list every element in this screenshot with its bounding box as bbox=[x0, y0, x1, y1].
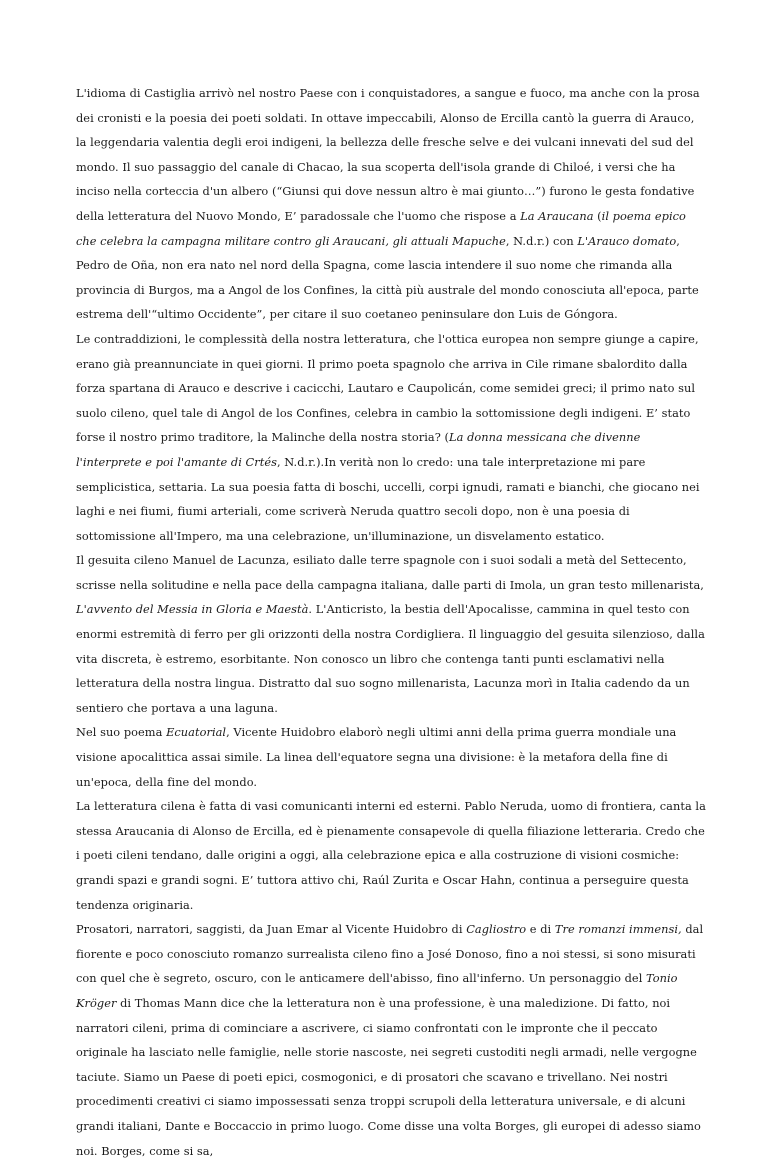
italic-text: L'Arauco domato bbox=[577, 233, 677, 248]
text-run: e di bbox=[526, 922, 555, 937]
paragraph bbox=[76, 720, 706, 794]
italic-text: Tonio Kröger bbox=[76, 971, 678, 1010]
text-run: Il gesuita cileno Manuel de Lacunza, esiliato dalle terre spagnole con i suoi sodali a metà del Settecento, scrisse nella solitudine e nella pace della campagna italiana, dalle parti di Imola, un gran testo millenarista, bbox=[76, 553, 704, 592]
paragraph bbox=[76, 794, 706, 917]
paragraph bbox=[76, 327, 706, 548]
italic-text: La Araucana bbox=[520, 208, 594, 223]
text-run: ( bbox=[593, 208, 602, 223]
text-run: L'idioma di Castiglia arrivò nel nostro Paese con i conquistadores, a sangue e fuoco, ma anche con la prosa dei cronisti e la poesia dei poeti soldati. In ottave impeccabili, Alonso de Ercilla cantò la guerra di Arauco, la leggendaria valentia degli eroi indigeni, la bellezza delle fresche selve e dei vulcani innevati del sud del mondo. Il suo passaggio del canale di Chacao, la sua scoperta dell'isola grande di Chiloé, i versi che ha inciso nella corteccia d'un albero (“Giunsi qui dove nessun altro è mai giunto…”) furono le gesta fondative della letteratura del Nuovo Mondo, E’ paradossale che l'uomo che rispose a bbox=[76, 86, 700, 223]
italic-text: Ecuatorial bbox=[166, 725, 227, 740]
text-run: , Vicente Huidobro elaborò negli ultimi anni della prima guerra mondiale una visione apocalittica assai simile. La linea dell'equatore segna una divisione: è la metafora della fine di un'epoca, della fine del mondo. bbox=[76, 725, 677, 789]
italic-text: La donna messicana che divenne l'interprete e poi l'amante di Crtés bbox=[76, 430, 641, 469]
italic-text: Tre romanzi immensi, bbox=[554, 922, 682, 937]
text-run: , Pedro de Oña, non era nato nel nord della Spagna, come lascia intendere il suo nome che rimanda alla provincia di Burgos, ma a Angol de los Confines, la città più australe del mondo conosciuta all'epoca, parte estrema dell'“ultimo Occidente”, per citare il suo coetaneo peninsulare don Luis de Góngora. bbox=[76, 233, 699, 322]
text-run: , N.d.r.).In verità non lo credo: una tale interpretazione mi pare semplicistica, settaria. La sua poesia fatta di boschi, uccelli, corpi ignudi, ramati e bianchi, che giocano nei laghi e nei fiumi, fiumi arteriali, come scriverà Neruda quattro secoli dopo, non è una poesia di sottomissione all'Impero, ma una celebrazione, un'illuminazione, un disvelamento estatico. bbox=[76, 454, 700, 543]
paragraph bbox=[76, 548, 706, 720]
text-run: Prosatori, narratori, saggisti, da Juan Emar al Vicente Huidobro di bbox=[76, 922, 467, 937]
text-run: dal fiorente e poco conosciuto romanzo surrealista cileno fino a José Donoso, fino a noi stessi, si sono misurati con quel che è segreto, oscuro, con le anticamere dell'abisso, fino all'inferno. Un personaggio del bbox=[76, 922, 704, 986]
paragraph bbox=[76, 917, 706, 1163]
text-run: Nel suo poema bbox=[76, 725, 167, 740]
text-run: . L'Anticristo, la bestia dell'Apocalisse, cammina in quel testo con enormi estremità di ferro per gli orizzonti della nostra Cordigliera. Il linguaggio del gesuita silenzioso, dalla vita discreta, è estremo, esorbitante. Non conosco un libro che contenga tanti punti esclamativi nella letteratura della nostra lingua. Distratto dal suo sogno millenarista, Lacunza morì in Italia cadendo da un sentiero che portava a una laguna. bbox=[76, 602, 705, 715]
italic-text: il poema epico che celebra la campagna militare contro gli Araucani, gli attuali Mapuche bbox=[76, 208, 686, 248]
text-run: La letteratura cilena è fatta di vasi comunicanti interni ed esterni. Pablo Neruda, uomo di frontiera, canta la stessa Araucania di Alonso de Ercilla, ed è pienamente consapevole di quella filiazione letteraria. Credo che i poeti cileni tendano, dalle origini a oggi, alla celebrazione epica e alla costruzione di visioni cosmiche: grandi spazi e grandi sogni. E’ tuttora attivo chi, Raúl Zurita e Oscar Hahn, continua a perseguire questa tendenza originaria. bbox=[76, 799, 706, 912]
paragraph bbox=[76, 81, 706, 327]
document-body bbox=[76, 81, 706, 1163]
italic-text: L'avvento del Messia in Gloria e Maestà bbox=[76, 602, 309, 617]
text-run: Le contraddizioni, le complessità della nostra letteratura, che l'ottica europea non sempre giunge a capire, erano già preannunciate in quei giorni. Il primo poeta spagnolo che arriva in Cile rimane sbalordito dalla forza spartana di Arauco e descrive i cacicchi, Lautaro e Caupolicán, come semidei greci; il primo nato sul suolo cileno, quel tale di Angol de los Confines, celebra in cambio la sottomissione degli indigeni. E’ stato forse il nostro primo traditore, la Malinche della nostra storia? ( bbox=[76, 331, 699, 445]
italic-text: Cagliostro bbox=[466, 922, 527, 937]
text-run: , N.d.r.) con bbox=[505, 233, 578, 248]
text-run: di Thomas Mann dice che la letteratura non è una professione, è una maledizione. Di fatto, noi narratori cileni, prima di cominciare a ascrivere, ci siamo confrontati con le impronte che il peccato originale ha lasciato nelle famiglie, nelle storie nascoste, nei segreti custoditi negli armadi, nelle vergogne taciute. Siamo un Paese di poeti epici, cosmogonici, e di prosatori che scavano e trivellano. Nei nostri procedimenti creativi ci siamo impossessati senza troppi scrupoli della letteratura universale, e di alcuni grandi italiani, Dante e Boccaccio in primo luogo. Come disse una volta Borges, gli europei di adesso siamo noi. Borges, come si sa, bbox=[76, 995, 701, 1158]
